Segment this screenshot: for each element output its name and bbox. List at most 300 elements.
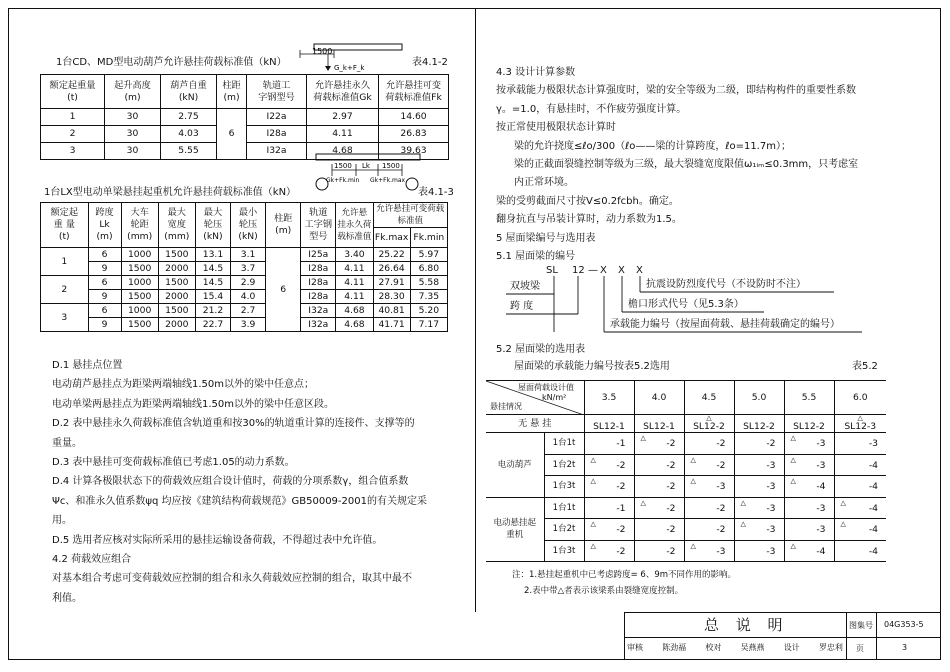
tb-page-no: 3 <box>902 643 908 652</box>
t52-cell <box>584 433 634 455</box>
t52-cell-value: -3 <box>766 481 776 492</box>
t52-cell-value: -2 <box>666 545 676 557</box>
tb-atlas-label: 图集号 <box>849 621 873 630</box>
t52-no-hang-cell <box>834 415 886 433</box>
t52-load-1: 4.0 <box>634 381 684 415</box>
t52-no-hang: 无 悬 挂 <box>486 415 584 433</box>
t52-cell <box>784 540 834 562</box>
t52-cell-value: -3 <box>766 459 776 471</box>
t1-h-weight: 葫芦自重 (kN) <box>161 75 217 109</box>
code-sl: SL <box>546 265 558 276</box>
t2-maxwheel: 15.4 <box>195 290 230 304</box>
t2-span: 6 <box>88 276 121 290</box>
t52-cell <box>734 497 784 519</box>
right-note-line: γ。=1.0，有悬挂时，不作疲劳强度计算。 <box>496 103 687 115</box>
tb-review-label: 审核 <box>627 643 643 652</box>
code-x2: X <box>618 265 625 276</box>
left-note-line: 4.2 荷载效应组合 <box>52 554 132 566</box>
t2-wheelbase: 1500 <box>121 262 158 276</box>
t52-cell-value: -4 <box>868 481 878 492</box>
t52-cell <box>684 519 734 541</box>
column-divider <box>475 8 476 612</box>
t1-h-capacity: 额定起重量 (t) <box>41 75 105 109</box>
tb-div1 <box>846 612 847 660</box>
triangle-icon: △ <box>706 414 712 422</box>
t52-sub: 1台3t <box>544 476 584 498</box>
t52-cell-value: -2 <box>766 438 776 449</box>
tb-check-label: 校对 <box>705 643 722 652</box>
t2-fkmin: 5.97 <box>410 248 447 262</box>
t52-cell <box>834 476 886 498</box>
triangle-icon: △ <box>690 477 696 485</box>
t2-width: 2000 <box>158 290 195 304</box>
t2-rail: I28a <box>301 262 336 276</box>
t52-cell <box>684 540 734 562</box>
t2-maxwheel: 22.7 <box>195 318 230 332</box>
sec52-heading: 5.2 屋面梁的选用表 <box>496 344 586 355</box>
t52-load-0: 3.5 <box>584 381 634 415</box>
frame-left <box>8 8 9 660</box>
t1-gk: 4.11 <box>307 126 379 143</box>
t52-cell <box>834 433 886 455</box>
triangle-icon: △ <box>690 455 696 464</box>
t52-cell-value: -3 <box>816 502 826 514</box>
t52-cell-value: -2 <box>666 481 676 492</box>
t2-wheelbase: 1000 <box>121 304 158 318</box>
t1-gk: 2.97 <box>307 109 379 126</box>
t52-cell <box>734 476 784 498</box>
right-note-line: 按正常使用极限状态计算时 <box>496 122 616 134</box>
t2-rail: I25a <box>301 248 336 262</box>
t52-cell <box>634 476 684 498</box>
t2-h-gk: 允许悬 挂永久荷 载标准值 <box>336 203 373 248</box>
t1-h-span: 柱距 (m) <box>217 75 247 109</box>
t52-corner <box>486 381 584 415</box>
t2-gk: 4.68 <box>336 318 373 332</box>
t2-span: 9 <box>88 262 121 276</box>
tb-top <box>624 612 940 613</box>
right-note-line: 翻身抗直与吊装计算时，动力系数为1.5。 <box>496 214 682 226</box>
t2-h-width: 最大 宽度 (mm) <box>158 203 195 248</box>
t1-weight: 4.03 <box>161 126 217 143</box>
t52-cell-value: -3 <box>816 524 826 535</box>
t2-row <box>41 318 448 332</box>
right-note-line: 按承载能力极限状态计算强度时，梁的安全等级为二级，即结构构件的重要性系数 <box>496 85 856 97</box>
t52-no-hang-value: SL12-3 <box>844 420 877 432</box>
code-x3: X <box>636 265 643 276</box>
t2-column-span: 6 <box>266 248 301 332</box>
t2-fkmin: 7.17 <box>410 318 447 332</box>
t1-h-fk: 允许悬挂可变 荷载标准值Fk <box>379 75 449 109</box>
t2-h-wheelbase: 大车 轮距 (mm) <box>121 203 158 248</box>
t2-width: 1500 <box>158 248 195 262</box>
t52-cell <box>684 433 734 455</box>
t2-capacity: 3 <box>41 304 89 332</box>
t2-row <box>41 290 448 304</box>
t2-minwheel: 2.7 <box>231 304 266 318</box>
t1-lift: 30 <box>105 126 161 143</box>
t1-gk: 4.68 <box>307 143 379 160</box>
t52-load-5: 6.0 <box>834 381 886 415</box>
t1-rail: I28a <box>247 126 307 143</box>
left-note-line: D.3 表中悬挂可变荷载标准值已考虑1.05的动力系数。 <box>52 457 295 469</box>
right-note-line: 梁的正截面裂缝控制等级为三级，最大裂缝宽度限值ω₁ᵢₘ≤0.3mm，只考虑室 <box>514 159 859 171</box>
sec52-caption: 屋面梁的承载能力编号按表5.2选用 <box>514 361 670 372</box>
left-notes <box>52 356 427 608</box>
t1-lift: 30 <box>105 109 161 126</box>
t52-cell-value: -2 <box>716 502 726 514</box>
t52-cell <box>784 476 834 498</box>
t52-corner-top: 屋面荷载设计值 <box>518 383 574 392</box>
t1-row <box>41 109 449 126</box>
t2-fkmin: 7.35 <box>410 290 447 304</box>
t52-cell-value: -3 <box>716 545 726 557</box>
tb-signatures <box>627 642 843 653</box>
t52-cell <box>634 519 684 541</box>
tb-review-name: 陈劲福 <box>662 643 687 652</box>
table2 <box>40 202 448 332</box>
t2-minwheel: 3.1 <box>231 248 266 262</box>
t1-capacity: 1 <box>41 109 105 126</box>
t2-minwheel: 4.0 <box>231 290 266 304</box>
code-x1: X <box>600 265 607 276</box>
t52-cell <box>784 454 834 476</box>
t52-cell <box>734 433 784 455</box>
t52-cell <box>734 540 784 562</box>
t52-no-hang-cell <box>684 415 734 433</box>
t52-load-2: 4.5 <box>684 381 734 415</box>
t1-fk: 39.63 <box>379 143 449 160</box>
crane-diagram <box>312 152 424 194</box>
triangle-icon: △ <box>640 434 646 442</box>
t2-wheelbase: 1500 <box>121 318 158 332</box>
t52-no-hang-cell <box>584 415 634 433</box>
triangle-icon: △ <box>590 455 596 464</box>
tb-title: 总 说 明 <box>704 616 789 634</box>
t1-fk: 14.60 <box>379 109 449 126</box>
t2-diagram-l1: Gk+Fk.min <box>326 177 360 184</box>
table52 <box>486 380 886 562</box>
t2-wheelbase: 1000 <box>121 276 158 290</box>
t2-h-fkmin: Fk.min <box>410 228 447 248</box>
frame-top <box>8 8 940 9</box>
t52-cell-value: -3 <box>816 459 826 471</box>
t52-no-hang-value: SL12-2 <box>693 420 725 432</box>
left-note-line: 利值。 <box>52 592 82 604</box>
left-note-line: 电动单梁两悬挂点为距梁两端轴线1.50m以外的梁中任意区段。 <box>52 398 335 410</box>
t52-cell <box>684 497 734 519</box>
t2-h-maxwheel: 最大 轮压 (kN) <box>195 203 230 248</box>
t2-gk: 4.11 <box>336 276 373 290</box>
t52-cell-value: -2 <box>666 524 676 535</box>
table2-label: 表4.1-3 <box>418 187 454 198</box>
right-note-line: 5.1 屋面梁的编号 <box>496 251 576 263</box>
code-label-double: 双坡梁 <box>510 281 540 292</box>
t2-h-fkmax: Fk.max <box>373 228 410 248</box>
t2-width: 2000 <box>158 318 195 332</box>
t52-cell <box>584 519 634 541</box>
t52-sub: 1台1t <box>544 497 584 519</box>
t1-rail: I32a <box>247 143 307 160</box>
t52-row <box>486 433 886 455</box>
triangle-icon: △ <box>790 541 796 550</box>
t52-cell <box>834 519 886 541</box>
left-note-line: D.1 悬挂点位置 <box>52 360 123 371</box>
t52-no-hang-value: SL12-1 <box>643 420 675 432</box>
t2-maxwheel: 21.2 <box>195 304 230 318</box>
hoist-diagram <box>298 40 408 74</box>
table1 <box>40 74 449 160</box>
t52-sub: 1台2t <box>544 454 584 476</box>
t52-cell <box>684 476 734 498</box>
t1-lift: 30 <box>105 143 161 160</box>
t52-load-3: 5.0 <box>734 381 784 415</box>
t52-no-hang-value: SL12-2 <box>743 420 775 432</box>
t52-cell-value: -2 <box>716 524 726 535</box>
t2-fkmin: 5.20 <box>410 304 447 318</box>
triangle-icon: △ <box>590 520 596 528</box>
tb-div2 <box>876 612 877 660</box>
t52-cell <box>784 519 834 541</box>
t2-gk: 4.68 <box>336 304 373 318</box>
sec52-notes <box>512 567 736 599</box>
t2-rail: I28a <box>301 290 336 304</box>
sec52-label: 表5.2 <box>852 361 878 372</box>
t2-capacity: 1 <box>41 248 89 276</box>
t52-cell <box>734 519 784 541</box>
t52-no-hang-cell <box>784 415 834 433</box>
right-note-line: 4.3 设计计算参数 <box>496 67 576 78</box>
t52-row <box>486 497 886 519</box>
t2-minwheel: 3.9 <box>231 318 266 332</box>
t52-cell-value: -2 <box>716 438 726 449</box>
t52-load-4: 5.5 <box>784 381 834 415</box>
t2-span: 6 <box>88 248 121 262</box>
t2-h-rail: 轨道 工字钢 型号 <box>301 203 336 248</box>
t2-fkmax: 27.91 <box>373 276 410 290</box>
t2-diagram-dim3: 1500 <box>382 162 400 170</box>
t52-cell <box>634 433 684 455</box>
t52-cell-value: -2 <box>616 524 626 535</box>
t52-cell <box>784 433 834 455</box>
t52-no-hang-value: SL12-2 <box>793 420 825 432</box>
t2-fkmax: 28.30 <box>373 290 410 304</box>
t1-capacity: 2 <box>41 126 105 143</box>
t2-diagram-l2: Gk+Fk.max <box>370 177 406 184</box>
t2-row <box>41 276 448 290</box>
tb-check-name: 吴燕燕 <box>740 643 765 652</box>
t52-row <box>486 519 886 541</box>
tb-design-label: 设计 <box>783 643 800 652</box>
t52-cell-value: -2 <box>716 459 726 471</box>
t1-weight: 2.75 <box>161 109 217 126</box>
t52-cell-value: -3 <box>766 545 776 557</box>
t1-diagram-dim: 1500 <box>312 47 333 56</box>
t52-cell-value: -3 <box>816 438 826 449</box>
t52-cell-value: -4 <box>816 481 826 492</box>
table2-caption: 1台LX型电动单梁悬挂起重机允许悬挂荷载标准值（kN） <box>44 187 297 198</box>
left-note-line: 用。 <box>52 515 72 527</box>
t1-weight: 5.55 <box>161 143 217 160</box>
left-note-line: 重量。 <box>52 437 82 449</box>
table1-label: 表4.1-2 <box>412 57 448 68</box>
t2-wheelbase: 1500 <box>121 290 158 304</box>
t52-sub: 1台1t <box>544 433 584 455</box>
t2-row <box>41 262 448 276</box>
left-note-line: 对基本组合考虑可变荷载效应控制的组合和永久荷载效应控制的组合，取其中最不 <box>52 573 412 585</box>
triangle-icon: △ <box>640 498 646 507</box>
left-note-line: D.2 表中悬挂永久荷载标准值含轨道重和按30%的轨道重计算的连接件、支撑等的 <box>52 418 415 430</box>
t2-gk: 4.11 <box>336 290 373 304</box>
triangle-icon: △ <box>790 434 796 442</box>
t52-sub: 1台3t <box>544 540 584 562</box>
t2-fkmin: 5.58 <box>410 276 447 290</box>
t52-cell <box>634 454 684 476</box>
tb-atlas-no: 04G353-5 <box>884 620 924 629</box>
t52-cell-value: -2 <box>616 459 626 471</box>
sec52-note-1: 注：1.悬挂起重机中已考虑跨度= 6、9m不同作用的影响。 <box>512 570 737 580</box>
t2-maxwheel: 13.1 <box>195 248 230 262</box>
t52-cell <box>584 497 634 519</box>
t2-wheelbase: 1000 <box>121 248 158 262</box>
triangle-icon: △ <box>857 414 863 422</box>
t52-cell-value: -2 <box>616 481 626 492</box>
t2-maxwheel: 14.5 <box>195 276 230 290</box>
t52-cell <box>834 497 886 519</box>
t2-h-capacity: 额定起 重 量 (t) <box>41 203 89 248</box>
t52-cell <box>634 497 684 519</box>
triangle-icon: △ <box>590 541 596 550</box>
t52-cell <box>584 454 634 476</box>
t2-width: 1500 <box>158 276 195 290</box>
t52-cell-value: -4 <box>868 545 878 557</box>
right-notes <box>496 64 858 266</box>
t1-h-rail: 轨道工 字钢型号 <box>247 75 307 109</box>
t52-row-none <box>486 415 886 433</box>
right-note-line: 梁的受剪截面尺寸按V≤0.2fcbh。确定。 <box>496 195 679 207</box>
t2-fkmax: 40.81 <box>373 304 410 318</box>
t52-corner-bottom: 悬挂情况 <box>490 402 522 411</box>
left-note-line: D.5 选用者应核对实际所采用的悬挂运输设备荷载，不得超过表中允许值。 <box>52 534 383 546</box>
t2-width: 2000 <box>158 262 195 276</box>
t52-cell-value: -3 <box>766 502 776 514</box>
t2-minwheel: 2.9 <box>231 276 266 290</box>
t2-gk: 3.40 <box>336 248 373 262</box>
t52-cell <box>834 540 886 562</box>
t1-column-span: 6 <box>217 109 247 160</box>
right-note-line: 5 屋面梁编号与选用表 <box>496 232 596 244</box>
t52-row <box>486 540 886 562</box>
t2-span: 6 <box>88 304 121 318</box>
t52-group-crane: 电动悬挂起重机 <box>486 497 544 562</box>
t52-cell-value: -4 <box>868 459 878 471</box>
t52-cell-value: -4 <box>816 545 826 557</box>
t52-cell <box>734 454 784 476</box>
sec52-note-2: 2.表中带△者表示该梁系由裂缝宽度控制。 <box>524 586 684 596</box>
t1-h-gk: 允许悬挂永久 荷载标准值Gk <box>307 75 379 109</box>
t52-cell-value: -4 <box>868 502 878 514</box>
code-label-span: 跨 度 <box>510 301 534 312</box>
t52-sub: 1台2t <box>544 519 584 541</box>
t52-cell-value: -2 <box>666 502 676 514</box>
triangle-icon: △ <box>690 541 696 550</box>
t52-no-hang-cell <box>634 415 684 433</box>
t2-gk: 4.11 <box>336 262 373 276</box>
t2-span: 9 <box>88 318 121 332</box>
t52-cell <box>834 454 886 476</box>
tb-mid <box>624 637 940 638</box>
t2-h-minwheel: 最小 轮压 (kN) <box>231 203 266 248</box>
beam-code <box>496 262 916 340</box>
tb-left <box>624 612 625 660</box>
triangle-icon: △ <box>840 498 846 507</box>
t1-rail: I22a <box>247 109 307 126</box>
t52-cell <box>784 497 834 519</box>
t52-cell-value: -3 <box>868 438 878 449</box>
t2-fkmin: 6.80 <box>410 262 447 276</box>
t52-group-hoist: 电动葫芦 <box>486 433 544 498</box>
t52-no-hang-value: SL12-1 <box>593 420 625 432</box>
code-dash: — <box>588 265 598 276</box>
t2-rail: I32a <box>301 318 336 332</box>
t2-diagram-dim2: Lk <box>362 162 370 170</box>
t2-rail: I32a <box>301 304 336 318</box>
t52-cell <box>634 540 684 562</box>
triangle-icon: △ <box>790 455 796 464</box>
code-label-capacity: 承载能力编号（按屋面荷载、悬挂荷载确定的编号） <box>610 319 840 330</box>
table1-caption: 1台CD、MD型电动葫芦允许悬挂荷载标准值（kN） <box>56 57 287 68</box>
t52-cell-value: -3 <box>766 524 776 535</box>
tb-page-label: 页 <box>856 644 864 653</box>
t2-row <box>41 248 448 262</box>
left-note-line: Ψc、和准永久值系数ψq 均应按《建筑结构荷载规范》GB50009-2001的有关规定采 <box>52 495 427 507</box>
t52-cell <box>584 540 634 562</box>
t2-fkmax: 41.71 <box>373 318 410 332</box>
triangle-icon: △ <box>740 498 746 507</box>
code-12: 12 <box>572 265 585 276</box>
t2-fkmax: 26.64 <box>373 262 410 276</box>
t1-diagram-load: G_k+F_k <box>334 64 365 72</box>
t52-cell-value: -3 <box>716 481 726 492</box>
t2-h-fk: 允许悬挂可变荷载标准值 <box>373 203 447 228</box>
triangle-icon: △ <box>740 520 746 528</box>
t2-fkmax: 25.22 <box>373 248 410 262</box>
triangle-icon: △ <box>590 477 596 485</box>
right-note-line: 内正常环境。 <box>514 177 574 189</box>
t2-h-column: 柱距 (m) <box>266 203 301 248</box>
t52-row <box>486 454 886 476</box>
t2-minwheel: 3.7 <box>231 262 266 276</box>
t2-capacity: 2 <box>41 276 89 304</box>
left-note-line: 电动葫芦悬挂点为距梁两端轴线1.50m以外的梁中任意点； <box>52 379 315 391</box>
t52-cell-value: -4 <box>868 524 878 535</box>
t52-cell-value: -2 <box>616 545 626 557</box>
t2-span: 9 <box>88 290 121 304</box>
t52-row <box>486 476 886 498</box>
t2-row <box>41 304 448 318</box>
t1-fk: 26.83 <box>379 126 449 143</box>
t52-cell <box>684 454 734 476</box>
t52-corner-unit: kN/m² <box>542 393 567 402</box>
t52-cell-value: -1 <box>616 502 626 514</box>
t1-h-lift: 起升高度 (m) <box>105 75 161 109</box>
t52-cell <box>584 476 634 498</box>
t52-no-hang-cell <box>734 415 784 433</box>
tb-design-name: 罗忠利 <box>818 643 843 652</box>
t2-diagram-dim1: 1500 <box>334 162 352 170</box>
code-label-seismic: 抗震设防烈度代号（不设防时不注） <box>646 279 806 290</box>
t52-cell-value: -1 <box>616 438 626 449</box>
